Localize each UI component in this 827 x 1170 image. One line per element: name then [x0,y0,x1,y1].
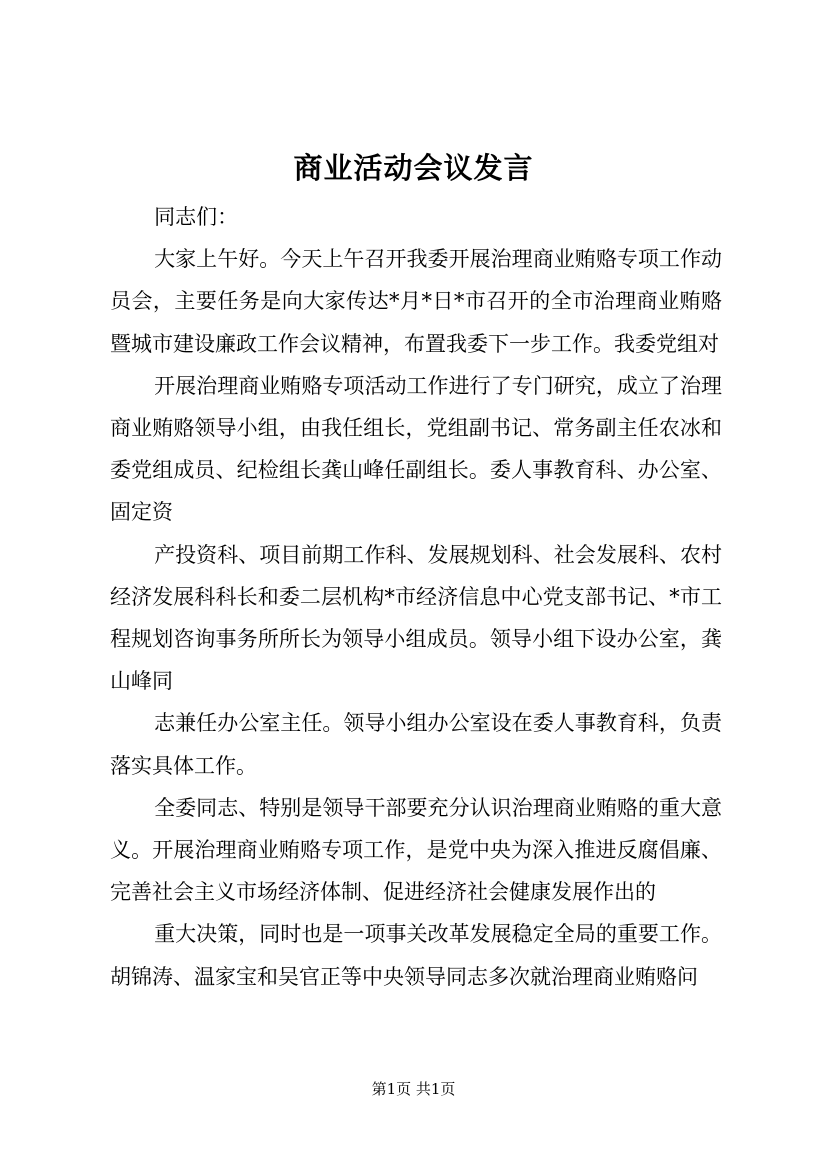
page-number-footer: 第1页 共1页 [371,1080,456,1098]
paragraph-greeting: 同志们： [154,205,239,229]
paragraph: 大家上午好。今天上午召开我委开展治理商业贿赂专项工作动员会，主要任务是向大家传达*月*日*市召开的全市治理商业贿赂暨城市建设廉政工作会议精神，布置我委下一步工作。我委党组对 [110,247,722,356]
document-body [110,196,722,998]
document-title: 商业活动会议发言 [293,151,534,185]
paragraph: 志兼任办公室主任。领导小组办公室设在委人事教育科，负责落实具体工作。 [110,711,722,778]
paragraph: 全委同志、特别是领导干部要充分认识治理商业贿赂的重大意义。开展治理商业贿赂专项工作，是党中央为深入推进反腐倡廉、完善社会主义市场经济体制、促进经济社会健康发展作出的 [110,795,722,905]
paragraph: 开展治理商业贿赂专项活动工作进行了专门研究，成立了治理商业贿赂领导小组，由我任组长，党组副书记、常务副主任农冰和委党组成员、纪检组长龚山峰任副组长。委人事教育科、办公室、固定资 [110,373,722,525]
paragraph: 产投资科、项目前期工作科、发展规划科、社会发展科、农村经济发展科科长和委二层机构*市经济信息中心党支部书记、*市工程规划咨询事务所所长为领导小组成员。领导小组下设办公室，龚山峰同 [110,542,722,694]
paragraph: 重大决策，同时也是一项事关改革发展稳定全局的重要工作。胡锦涛、温家宝和吴官正等中央领导同志多次就治理商业贿赂问 [110,922,722,989]
